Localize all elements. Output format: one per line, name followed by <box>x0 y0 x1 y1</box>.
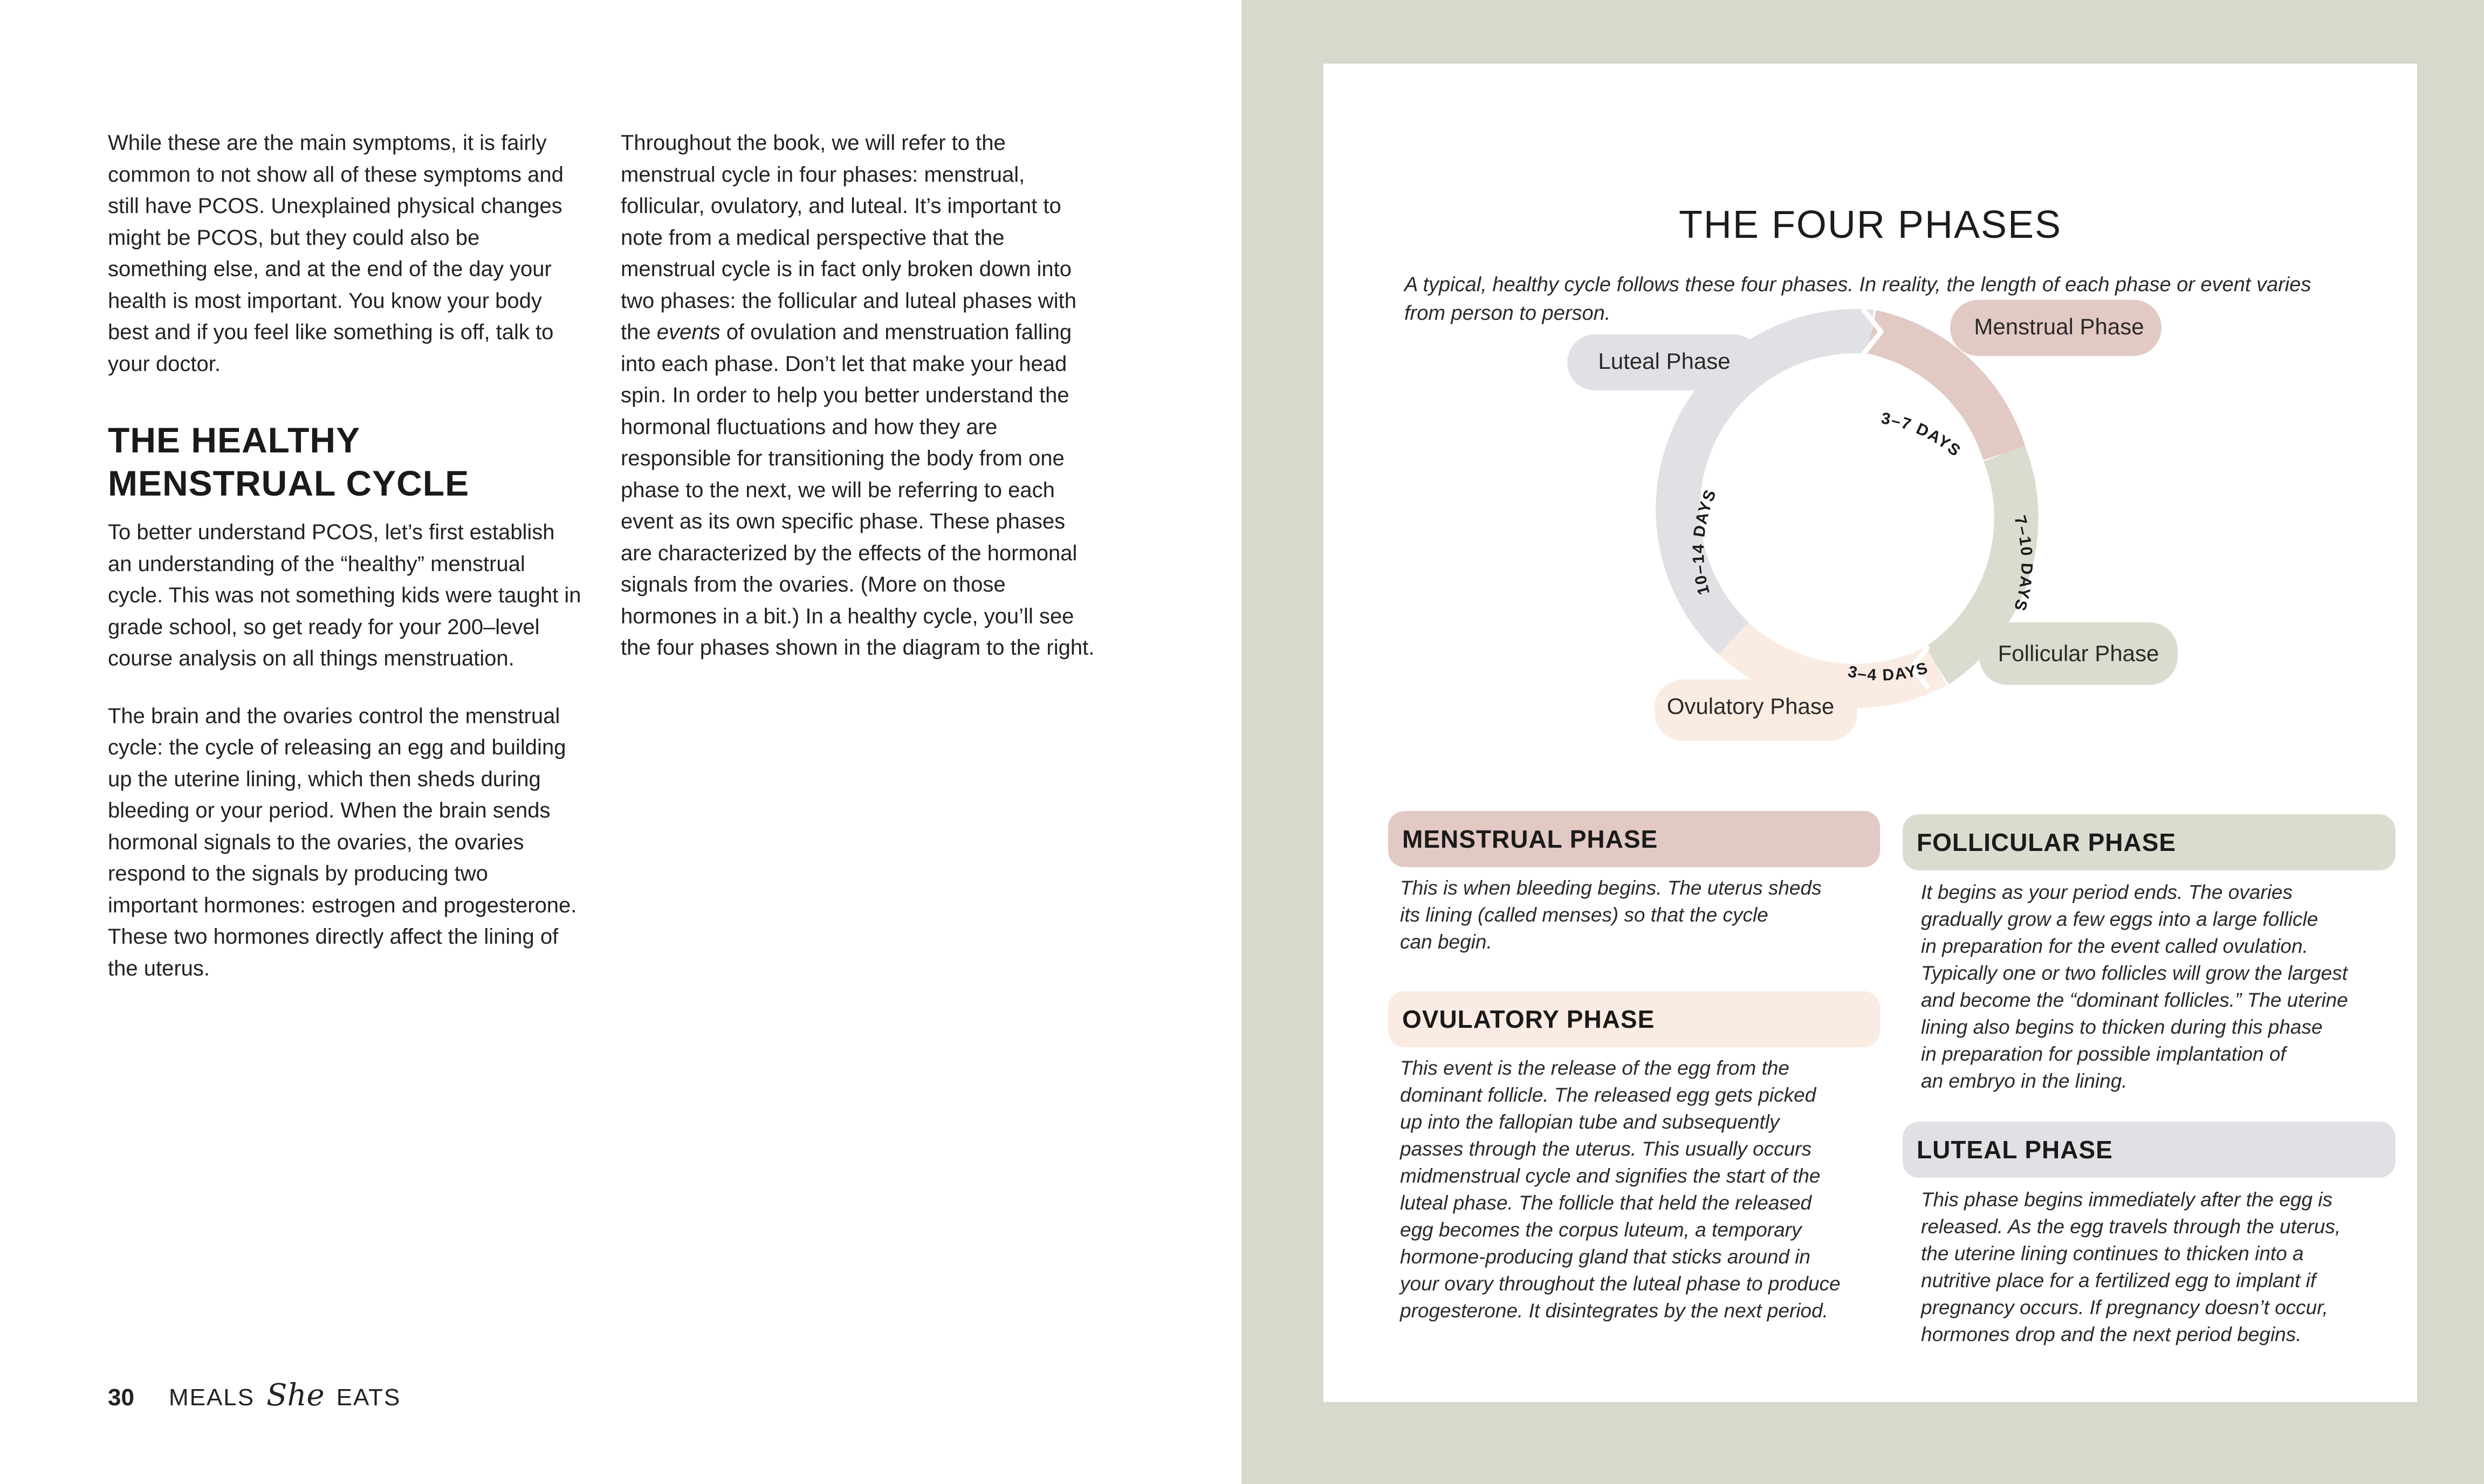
follicular-card-line: in preparation for the event called ovulation. <box>1921 935 2308 957</box>
ovulatory-card-line: midmenstrual cycle and signifies the start of the <box>1400 1165 1821 1187</box>
ovulatory-card-line: your ovary throughout the luteal phase to produce <box>1400 1273 1841 1295</box>
follicular-card-line: an embryo in the lining. <box>1921 1070 2128 1092</box>
follicular-phase-label: Follicular Phase <box>1998 641 2159 666</box>
panel-intro: A typical, healthy cycle follows these four phases. In reality, the length of each phase or event varies from person to person. <box>1404 273 2311 325</box>
section-heading-line1: THE HEALTHY <box>108 420 361 460</box>
page-number: 30 <box>108 1384 134 1411</box>
paragraph-brain-ovaries: The brain and the ovaries control the menstrual cycle: the cycle of releasing an egg and building up the uterine lining, which then sheds during bleeding or your period. When the brain sends hormonal signals to the ovaries, the ovaries respond to the signals by producing two important hormones: estrogen and progesterone. These two hormones directly affect the lining of the uterus. <box>108 704 577 980</box>
ovulatory-card-line: egg becomes the corpus luteum, a temporary <box>1400 1219 1802 1241</box>
menstrual-card-line: This is when bleeding begins. The uterus sheds <box>1400 877 1822 899</box>
menstrual-card-title: MENSTRUAL PHASE <box>1388 811 1880 867</box>
running-title-eats: EATS <box>336 1384 401 1411</box>
menstrual-card-line: its lining (called menses) so that the cycle <box>1400 904 1768 926</box>
follicular-card-line: It begins as your period ends. The ovaries <box>1921 881 2293 903</box>
ovulatory-card-line: luteal phase. The follicle that held the released <box>1400 1192 1812 1214</box>
ovulatory-card-body <box>1400 1055 1891 1324</box>
paragraph-four-phases <box>621 127 1095 664</box>
ovulatory-card-line: up into the fallopian tube and subsequently <box>1400 1111 1780 1133</box>
follicular-card-line: and become the “dominant follicles.” The uterine <box>1921 989 2348 1011</box>
menstrual-card-line: can begin. <box>1400 931 1492 953</box>
cycle-diagram <box>1323 64 2417 797</box>
text-column-right <box>621 127 1095 690</box>
menstrual-duration <box>1880 409 1965 461</box>
four-phases-panel <box>1323 64 2417 1402</box>
follicular-card-line: lining also begins to thicken during this phase <box>1921 1016 2323 1038</box>
follicular-card-line: gradually grow a few eggs into a large follicle <box>1921 908 2318 930</box>
paragraph-four-phases-part2: of ovulation and menstruation falling into each phase. Don’t let that make your head spin. In order to help you better understand the hormonal fluctuations and how they are responsible for transitioning the body from one phase to the next, we will be referring to each event as its own specific phase. These phases are characterized by the effects of the hormonal signals from the ovaries. (More on those hormones in a bit.) In a healthy cycle, you’ll see the four phases shown in the diagram to the right. <box>621 320 1095 659</box>
section-heading-line2: MENSTRUAL CYCLE <box>108 463 470 503</box>
ovulatory-card-line: progesterone. It disintegrates by the next period. <box>1400 1300 1828 1322</box>
ovulatory-duration-path: 3–4 DAYS <box>1846 658 1931 684</box>
luteal-card-line: hormones drop and the next period begins. <box>1921 1323 2302 1345</box>
luteal-card-body <box>1921 1186 2406 1348</box>
menstrual-card-body <box>1400 875 1885 956</box>
paragraph-symptoms: While these are the main symptoms, it is fairly common to not show all of these symptoms and still have PCOS. Unexplained physical changes might be PCOS, but they could also be something else, and at the end of the day your health is most important. You know your body best and if you feel like something is off, talk to your doctor. <box>108 131 564 376</box>
luteal-card-line: released. As the egg travels through the uterus, <box>1921 1215 2341 1238</box>
ovulatory-phase-label: Ovulatory Phase <box>1666 693 1835 719</box>
panel-title: THE FOUR PHASES <box>1678 203 2062 246</box>
page-footer <box>108 1378 401 1413</box>
luteal-duration-path: 10–14 DAYS <box>1689 486 1720 597</box>
menstrual-phase-label: Menstrual Phase <box>1974 314 2144 339</box>
running-title-meals: MEALS <box>168 1384 255 1411</box>
emphasis-events: events <box>656 320 721 344</box>
paragraph-four-phases-part1: Throughout the book, we will refer to the menstrual cycle in four phases: menstrual, follicular, ovulatory, and luteal. It’s important to note from a medical perspective that the menstrual cycle is in fact only broken down into two phases: the follicular and luteal phases with the <box>621 131 1076 344</box>
paragraph-intro-cycle: To better understand PCOS, let’s first establish an understanding of the “healthy” menstrual cycle. This was not something kids were taught in grade school, so get ready for your 200–level course analysis on all things menstruation. <box>108 520 581 670</box>
follicular-card-body <box>1921 879 2406 1095</box>
section-heading <box>108 418 582 505</box>
follicular-card-title: FOLLICULAR PHASE <box>1903 814 2396 870</box>
luteal-card-title: LUTEAL PHASE <box>1903 1122 2396 1178</box>
ovulatory-card-line: This event is the release of the egg from the <box>1400 1057 1789 1079</box>
ovulatory-card-line: hormone-producing gland that sticks around in <box>1400 1246 1811 1268</box>
luteal-card-line: the uterine lining continues to thicken into a <box>1921 1242 2304 1265</box>
menstrual-duration-path: 3–7 DAYS <box>1879 409 1965 461</box>
luteal-phase-label: Luteal Phase <box>1598 348 1731 374</box>
left-page <box>0 0 1241 1484</box>
text-column-left <box>108 127 582 1010</box>
luteal-card-line: nutritive place for a fertilized egg to implant if <box>1921 1269 2316 1291</box>
running-title-she: She <box>266 1378 325 1413</box>
ovulatory-card-line: passes through the uterus. This usually occurs <box>1400 1138 1811 1160</box>
ovulatory-card-line: dominant follicle. The released egg gets picked <box>1400 1084 1816 1106</box>
follicular-card-line: in preparation for possible implantation of <box>1921 1043 2286 1065</box>
luteal-card-line: pregnancy occurs. If pregnancy doesn’t occur, <box>1921 1296 2328 1318</box>
luteal-card-line: This phase begins immediately after the egg is <box>1921 1188 2333 1211</box>
follicular-card-line: Typically one or two follicles will grow the largest <box>1921 962 2348 984</box>
follicular-duration-path: 7–10 DAYS <box>2010 513 2036 614</box>
ovulatory-card-title: OVULATORY PHASE <box>1388 991 1880 1047</box>
